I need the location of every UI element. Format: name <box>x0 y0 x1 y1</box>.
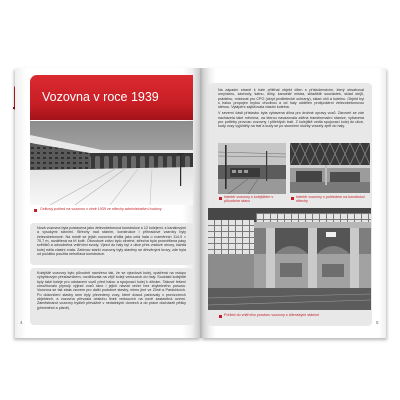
right-page <box>201 68 386 338</box>
body-paragraph: V severní části přístavku byla vybavena dílna pro drobné opravy vozů. Zároveň se zde nacházela také měnírna, na kterou navazovala zděná transformační stanice, vybavená pro potřeby provozu vozovny i přilehlých tratí. Z kolejiště vedla spojovací kolej do ulice, kudy vozy vyjížděly na trať a kudy se po skončení služby vracely zpět do haly. <box>218 111 364 129</box>
chapter-header <box>30 75 193 120</box>
text-block-2 <box>30 268 193 325</box>
photo-caption: Celkový pohled na vozovnu v zimě 1939 ze střechy administrativní budovy <box>40 207 162 211</box>
caption-marker <box>291 197 294 200</box>
caption-marker <box>34 209 37 212</box>
body-paragraph: Na západní straně k hale přiléhal objekt dílen s příslušenstvím, který obsahoval umývárnu, záchody, šatnu, dílny, kancelář mistra, skladiště součástek, sklad olejů, prádelnu, místnost pro CPO (úkryt protiletecké ochrany), sklad uhlí a kotelnu. Objekt byl s halou propojen krytou chodbou a od haly oddělen protipožární železobetonovou stěnou. Vytápění zajišťovala vlastní kotelna. <box>218 88 364 110</box>
chapter-title: Vozovna v roce 1939 <box>42 90 159 104</box>
body-paragraph: Nová vozovna byla postavena jako železobetonová konstrukce s 12 kolejemi, s kanálovými a vysokými stáními. Střechy nad stáním, konstrukce i příhradové vazníky byly železobetonové. Na místě se jejich vozovna zřídila jako celá hala o rozměrech 114,9 × 70,7 m, rozdělená na tři lodě. Obvodové zdivo bylo cihelné, střecha byla prosvětlena pásy světlíků a odvodněna vnitřními svody. Vjezd do haly byl z ulice přes vratové otvory, každá kolej měla vlastní vrata. Zatímco starší vozovny byly stavěny se dřevěnými krovy, zde byla od počátku použita nehořlavá konstrukce. <box>37 226 186 257</box>
depot-roof-photo <box>290 143 370 193</box>
caption-marker <box>219 315 222 318</box>
large-photo-caption: Pohled do vnitřního prostoru vozovny s dílenskými stáními <box>224 313 320 317</box>
left-page <box>15 68 201 338</box>
page-number-right: 5 <box>376 320 379 325</box>
page-number-left: 4 <box>20 320 23 325</box>
caption-marker <box>219 197 222 200</box>
text-block-3 <box>211 85 371 141</box>
text-block-1 <box>30 223 193 265</box>
depot-exterior-photo <box>30 121 193 205</box>
body-paragraph: Kolejiště vozovny bylo původně navrženo tak, že se vjezdová kolej, opatřená na vstupu výhybkovým přestavníkem, rozdělovala na vějíř kolejí vedoucích do haly. Součástí kolejiště byly také koleje pro odstavení vozů před halou a spojovací kolej k dílnám. Takové řešení umožňovalo plynulý výjezd vozů ráno i jejich návrat večer bez zbytečného posunu. Vozovna se tak stala vzorem pro další podobné stavby, mimo jiné ve Zlíně a Pardubicích. Po dokončení stavby sem byly převedeny vozy, které dosud parkovaly v provizorních objektech, a vozovna převzala obsluhu linek vedoucích na nově zastavěná území. Zaměstnanci vozovny bydleli převážně v nedalekých domech a do práce docházeli pěšky (předměstí a pláně). <box>37 271 186 310</box>
small-photo-caption-1: Interiér vozovny s kolejištěm v původním stavu <box>224 195 274 204</box>
depot-yard-photo <box>218 143 286 194</box>
small-photo-caption-2: Interiér vozovny s pohledem na konstrukci střechy <box>296 195 365 204</box>
depot-workshop-photo <box>208 208 371 310</box>
